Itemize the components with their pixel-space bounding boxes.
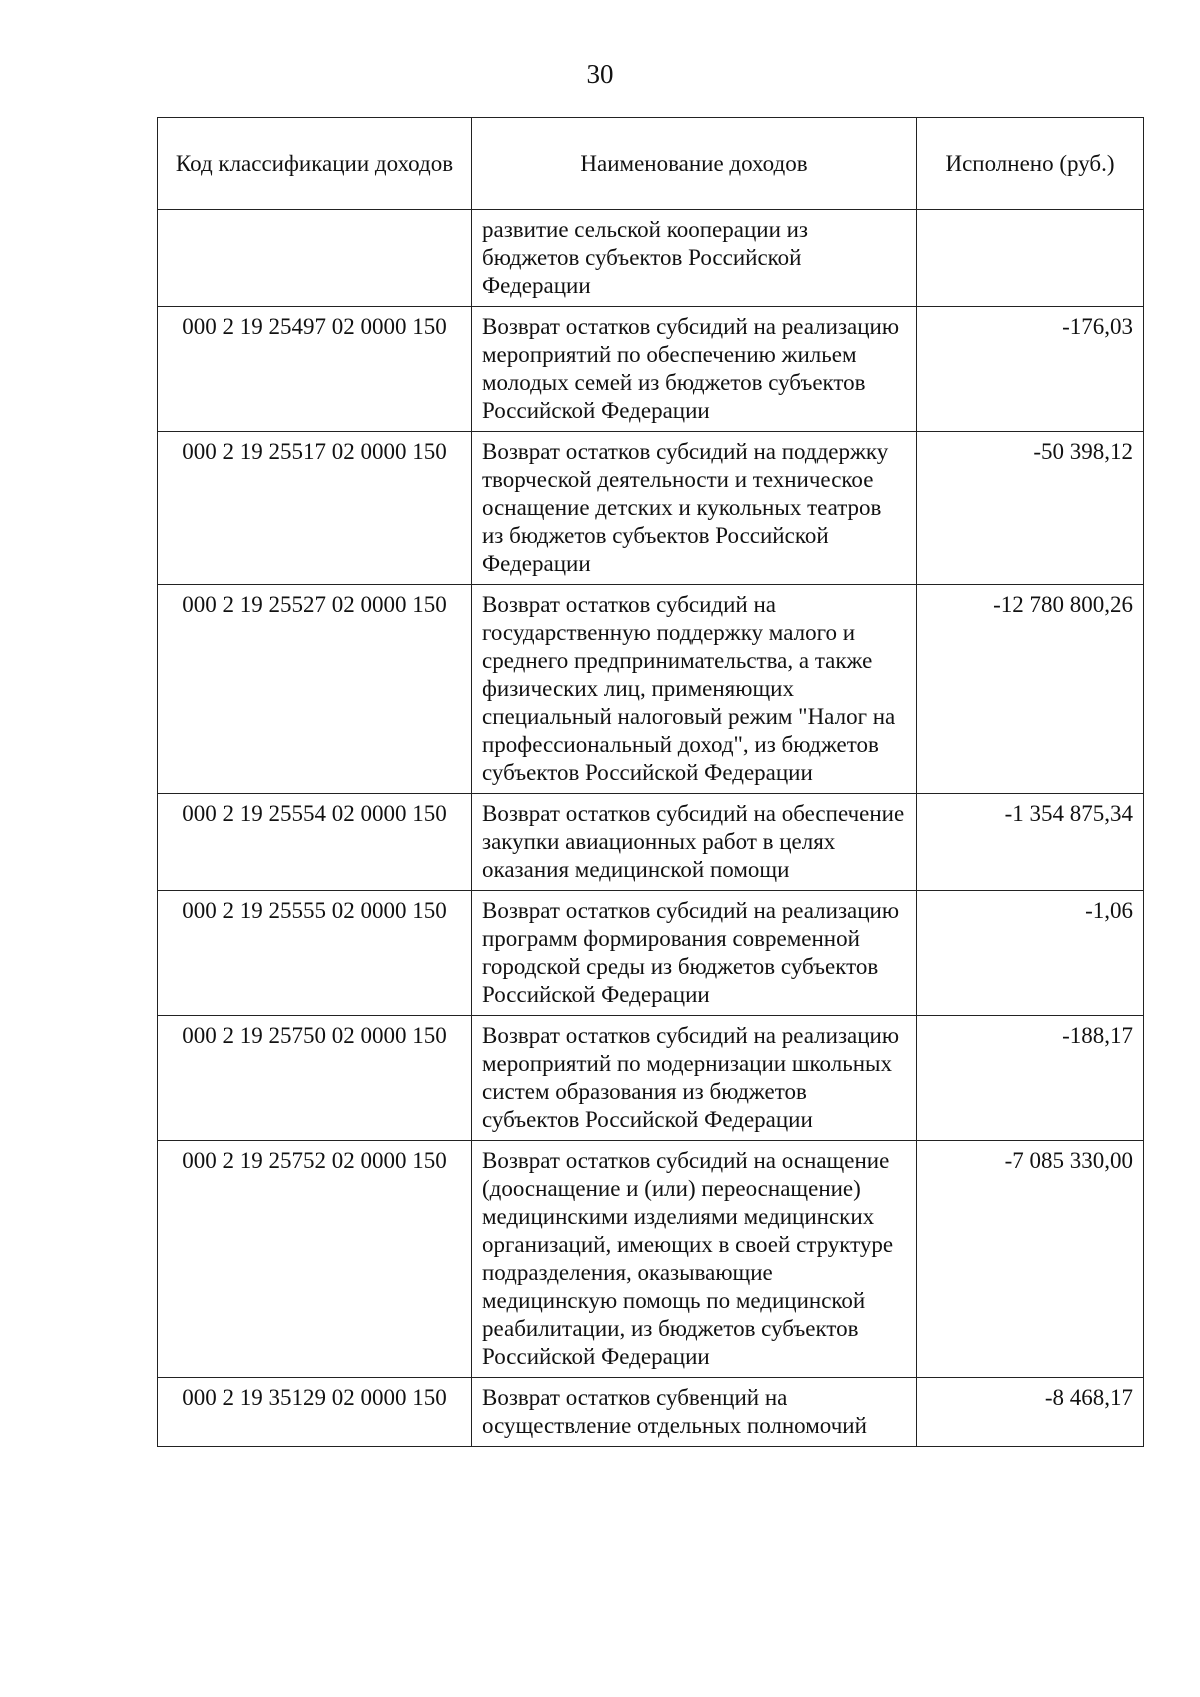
row-code: 000 2 19 25554 02 0000 150	[158, 794, 472, 891]
row-name: Возврат остатков субсидий на поддержку творческой деятельности и техническое оснащение детских и кукольных театров из бюджетов субъектов Российской Федерации	[472, 432, 917, 585]
header-code	[158, 118, 472, 210]
row-amount: -12 780 800,26	[917, 585, 1144, 794]
row-amount: -7 085 330,00	[917, 1141, 1144, 1378]
page-number: 30	[586, 59, 614, 89]
row-code: 000 2 19 25497 02 0000 150	[158, 307, 472, 432]
row-code: 000 2 19 25555 02 0000 150	[158, 891, 472, 1016]
table-row	[158, 794, 1144, 891]
row-amount	[917, 210, 1144, 307]
table-row	[158, 1141, 1144, 1378]
header-amount	[917, 118, 1144, 210]
row-amount: -1,06	[917, 891, 1144, 1016]
row-code: 000 2 19 25527 02 0000 150	[158, 585, 472, 794]
row-name: Возврат остатков субсидий на реализацию мероприятий по модернизации школьных систем образования из бюджетов субъектов Российской Федерации	[472, 1016, 917, 1141]
header-code-label: Код классификации доходов	[175, 150, 454, 176]
row-code: 000 2 19 35129 02 0000 150	[158, 1378, 472, 1447]
row-name: Возврат остатков субсидий на обеспечение закупки авиационных работ в целях оказания медицинской помощи	[472, 794, 917, 891]
row-amount: -50 398,12	[917, 432, 1144, 585]
table-row	[158, 432, 1144, 585]
table-row	[158, 1378, 1144, 1447]
row-name: развитие сельской кооперации из бюджетов субъектов Российской Федерации	[472, 210, 917, 307]
row-name: Возврат остатков субсидий на оснащение (дооснащение и (или) переоснащение) медицинскими изделиями медицинских организаций, имеющих в своей структуре подразделения, оказывающие медицинскую помощь по медицинской реабилитации, из бюджетов субъектов Российской Федерации	[472, 1141, 917, 1378]
header-name-label: Наименование доходов	[580, 150, 808, 176]
row-amount: -176,03	[917, 307, 1144, 432]
header-name	[472, 118, 917, 210]
row-name: Возврат остатков субсидий на государственную поддержку малого и среднего предпринимательства, а также физических лиц, применяющих специальный налоговый режим "Налог на профессиональный доход", из бюджетов субъектов Российской Федерации	[472, 585, 917, 794]
row-amount: -1 354 875,34	[917, 794, 1144, 891]
row-amount: -188,17	[917, 1016, 1144, 1141]
table-row	[158, 1016, 1144, 1141]
table-row	[158, 585, 1144, 794]
table-row	[158, 210, 1144, 307]
row-code: 000 2 19 25750 02 0000 150	[158, 1016, 472, 1141]
row-name: Возврат остатков субсидий на реализацию программ формирования современной городской среды из бюджетов субъектов Российской Федерации	[472, 891, 917, 1016]
row-name: Возврат остатков субсидий на реализацию мероприятий по обеспечению жильем молодых семей из бюджетов субъектов Российской Федерации	[472, 307, 917, 432]
table-row	[158, 307, 1144, 432]
row-code: 000 2 19 25517 02 0000 150	[158, 432, 472, 585]
row-amount: -8 468,17	[917, 1378, 1144, 1447]
revenue-table	[157, 117, 1144, 1447]
header-amount-label: Исполнено (руб.)	[945, 150, 1115, 176]
row-name: Возврат остатков субвенций на осуществление отдельных полномочий	[472, 1378, 917, 1447]
row-code: 000 2 19 25752 02 0000 150	[158, 1141, 472, 1378]
table-header-row	[158, 118, 1144, 210]
table-row	[158, 891, 1144, 1016]
row-code	[158, 210, 472, 307]
